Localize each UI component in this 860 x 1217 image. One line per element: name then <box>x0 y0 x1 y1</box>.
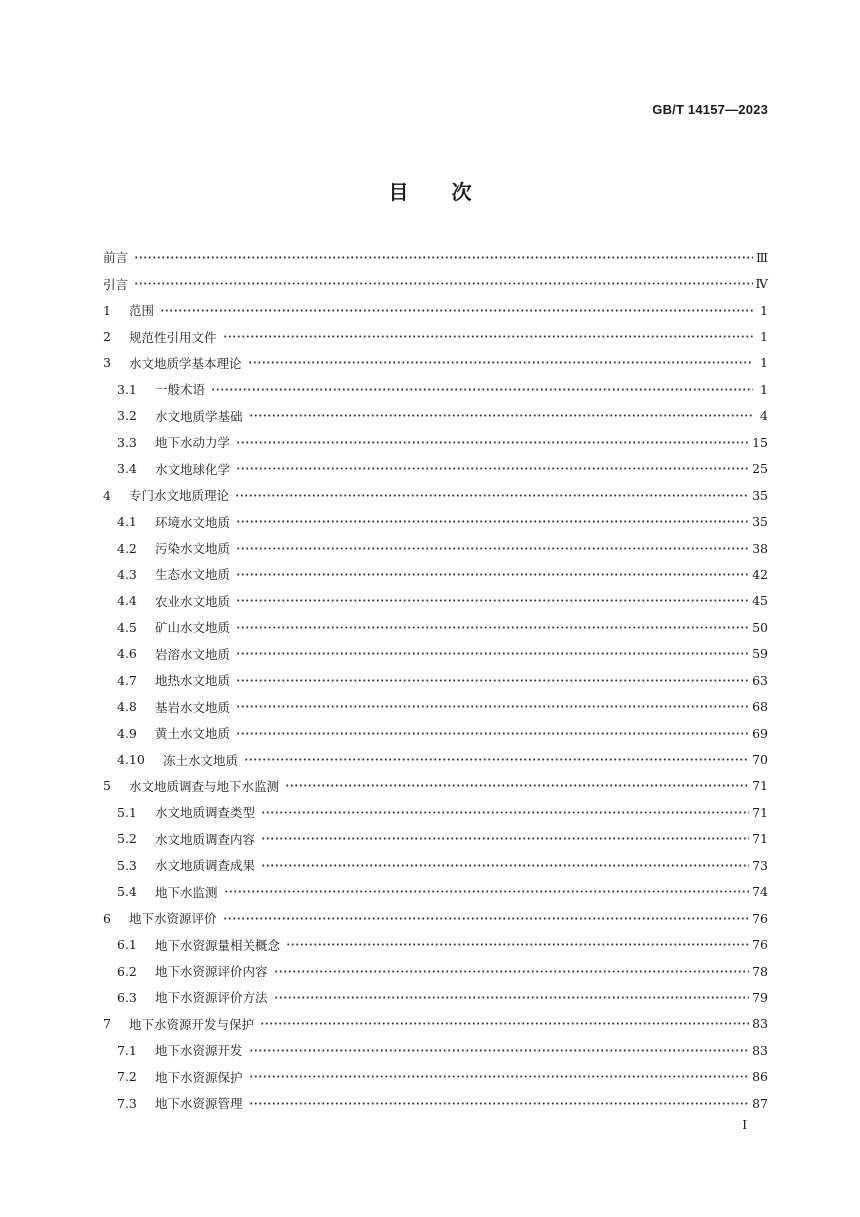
toc-entry[interactable] <box>103 693 768 719</box>
toc-entry-title: 引言 <box>103 276 129 292</box>
toc-entry-number: 3.3 <box>117 434 137 450</box>
dot-leader <box>236 599 749 602</box>
dot-leader <box>274 996 750 999</box>
toc-entry-page: Ⅳ <box>755 276 768 292</box>
toc-entry-title: 水文地质调查类型 <box>155 805 256 821</box>
toc-entry-page: 79 <box>752 989 768 1005</box>
toc-entry-page: 83 <box>752 1042 768 1058</box>
toc-entry-title: 地下水动力学 <box>155 435 231 451</box>
toc-entry-title: 基岩水文地质 <box>155 699 231 715</box>
toc-entry-page: 73 <box>752 857 768 873</box>
toc-entry[interactable] <box>103 456 768 482</box>
dot-leader <box>211 388 753 391</box>
toc-entry-title: 前言 <box>103 250 129 266</box>
toc-entry-number: 7.2 <box>117 1069 137 1085</box>
dot-leader <box>236 732 749 735</box>
toc-entry[interactable] <box>103 297 768 323</box>
dot-leader <box>134 256 753 259</box>
toc-entry-title: 地下水监测 <box>155 884 218 900</box>
toc-entry-number: 4.9 <box>117 725 137 741</box>
toc-entry-number: 4 <box>103 487 111 503</box>
toc-entry-title: 冻土水文地质 <box>163 752 239 768</box>
toc-entry[interactable] <box>103 561 768 587</box>
toc-entry-title: 农业水文地质 <box>155 593 231 609</box>
dot-leader <box>249 414 753 417</box>
toc-entry[interactable] <box>103 1090 768 1116</box>
toc-entry[interactable] <box>103 508 768 534</box>
toc-entry[interactable] <box>103 535 768 561</box>
page-number: I <box>742 1118 747 1132</box>
toc-entry-number: 2 <box>103 329 111 345</box>
toc-entry-title: 岩溶水文地质 <box>155 646 231 662</box>
toc-entry[interactable] <box>103 958 768 984</box>
toc-entry[interactable] <box>103 852 768 878</box>
toc-entry-number: 6.2 <box>117 963 137 979</box>
dot-leader <box>236 520 749 523</box>
dot-leader <box>236 547 749 550</box>
toc-entry[interactable] <box>103 429 768 455</box>
dot-leader <box>236 467 749 470</box>
toc-entry-page: 87 <box>752 1095 768 1111</box>
toc-entry-number: 5.4 <box>117 884 137 900</box>
toc-entry[interactable] <box>103 1064 768 1090</box>
dot-leader <box>236 626 749 629</box>
toc-title: 目 次 <box>388 180 472 204</box>
toc-entry-page: 38 <box>752 540 768 556</box>
toc-entry[interactable] <box>103 879 768 905</box>
toc-entry-page: 42 <box>752 566 768 582</box>
toc-entry-number: 4.8 <box>117 699 137 715</box>
dot-leader <box>274 970 750 973</box>
toc-entry[interactable] <box>103 905 768 931</box>
toc-entry-page: 1 <box>760 355 768 371</box>
standard-code: GB/T 14157—2023 <box>652 102 768 117</box>
toc-entry-number: 3 <box>103 355 111 371</box>
dot-leader <box>223 335 753 338</box>
dot-leader <box>223 917 750 920</box>
toc-entry-title: 矿山水文地质 <box>155 620 231 636</box>
dot-leader <box>261 864 749 867</box>
toc-entry[interactable] <box>103 799 768 825</box>
toc-entry-title: 水文地质学基础 <box>155 408 243 424</box>
toc-entry[interactable] <box>103 323 768 349</box>
toc-entry[interactable] <box>103 270 768 296</box>
toc-entry[interactable] <box>103 1011 768 1037</box>
toc-entry-number: 6.1 <box>117 937 137 953</box>
toc-entry-number: 5.1 <box>117 804 137 820</box>
toc-entry-title: 水文地质调查成果 <box>155 858 256 874</box>
toc-entry-number: 1 <box>103 302 111 318</box>
toc-entry-title: 水文地质学基本理论 <box>129 355 242 371</box>
toc-entry-number: 7 <box>103 1016 111 1032</box>
toc-entry-number: 4.1 <box>117 514 137 530</box>
toc-entry-title: 地下水资源评价 <box>129 911 217 927</box>
dot-leader <box>224 890 750 893</box>
toc-entry-title: 规范性引用文件 <box>129 329 217 345</box>
toc-entry-page: 59 <box>752 646 768 662</box>
toc-entry-number: 4.3 <box>117 566 137 582</box>
toc-entry-number: 7.1 <box>117 1042 137 1058</box>
toc-entry-page: 71 <box>752 804 768 820</box>
toc-entry[interactable] <box>103 614 768 640</box>
toc-entry[interactable] <box>103 350 768 376</box>
toc-entry-page: 45 <box>752 593 768 609</box>
dot-leader <box>160 309 753 312</box>
toc-entry-page: Ⅲ <box>755 249 768 265</box>
dot-leader <box>236 705 749 708</box>
toc-entry-title: 环境水文地质 <box>155 514 231 530</box>
toc-entry-number: 6 <box>103 910 111 926</box>
toc-entry-page: 15 <box>752 434 768 450</box>
toc-entry-number: 3.1 <box>117 381 137 397</box>
toc-entry-number: 4.6 <box>117 646 137 662</box>
toc-entry[interactable] <box>103 403 768 429</box>
toc-entry[interactable] <box>103 826 768 852</box>
toc-entry[interactable] <box>103 641 768 667</box>
toc-entry-title: 范围 <box>129 303 155 319</box>
toc-entry-title: 地下水资源评价方法 <box>155 990 268 1006</box>
toc-entry-page: 35 <box>752 487 768 503</box>
toc-entry-title: 地下水资源保护 <box>155 1069 243 1085</box>
toc-entry-title: 地下水资源管理 <box>155 1096 243 1112</box>
toc-entry-title: 一般术语 <box>155 382 206 398</box>
dot-leader <box>285 784 749 787</box>
toc-entry-page: 83 <box>752 1016 768 1032</box>
toc-entry-page: 69 <box>752 725 768 741</box>
toc-entry-number: 3.4 <box>117 461 137 477</box>
dot-leader <box>249 1075 750 1078</box>
toc-entry[interactable] <box>103 984 768 1010</box>
dot-leader <box>236 679 749 682</box>
toc-entry[interactable] <box>103 244 768 270</box>
toc-entry-title: 水文地质调查内容 <box>155 831 256 847</box>
toc-entry-page: 4 <box>760 408 768 424</box>
toc-entry-page: 74 <box>752 884 768 900</box>
dot-leader <box>244 758 749 761</box>
toc-entry-title: 地下水资源开发 <box>155 1043 243 1059</box>
toc-entry[interactable] <box>103 1037 768 1063</box>
toc-entry-page: 76 <box>752 910 768 926</box>
toc-entry-number: 5.2 <box>117 831 137 847</box>
toc-entry-page: 76 <box>752 937 768 953</box>
toc-entry-title: 地热水文地质 <box>155 673 231 689</box>
toc-entry-number: 4.4 <box>117 593 137 609</box>
toc-entry-number: 4.10 <box>117 752 145 768</box>
toc-entry-title: 黄土水文地质 <box>155 726 231 742</box>
dot-leader <box>248 361 753 364</box>
dot-leader <box>249 1049 750 1052</box>
dot-leader <box>134 282 752 285</box>
toc-entry-number: 6.3 <box>117 989 137 1005</box>
toc-entry-page: 86 <box>752 1069 768 1085</box>
toc-entry-number: 4.2 <box>117 540 137 556</box>
dot-leader <box>249 1102 750 1105</box>
toc-entry-number: 3.2 <box>117 408 137 424</box>
toc-entry-title: 专门水文地质理论 <box>129 488 230 504</box>
dot-leader <box>286 943 749 946</box>
toc-entry-page: 50 <box>752 619 768 635</box>
toc-entry-title: 生态水文地质 <box>155 567 231 583</box>
toc-entry-number: 4.7 <box>117 672 137 688</box>
toc-entry-number: 5.3 <box>117 857 137 873</box>
toc-entry-page: 25 <box>752 461 768 477</box>
dot-leader <box>236 441 749 444</box>
toc-entry-number: 5 <box>103 778 111 794</box>
toc-entry[interactable] <box>103 667 768 693</box>
toc-entry-title: 地下水资源开发与保护 <box>129 1016 255 1032</box>
dot-leader <box>236 573 749 576</box>
toc-list <box>103 244 768 1116</box>
toc-entry[interactable] <box>103 376 768 402</box>
toc-entry[interactable] <box>103 720 768 746</box>
dot-leader <box>236 652 749 655</box>
toc-entry-number: 4.5 <box>117 619 137 635</box>
toc-entry-page: 63 <box>752 672 768 688</box>
toc-entry-page: 70 <box>752 752 768 768</box>
toc-entry-title: 水文地球化学 <box>155 461 231 477</box>
toc-entry-title: 地下水资源评价内容 <box>155 964 268 980</box>
toc-entry[interactable] <box>103 588 768 614</box>
toc-entry-page: 71 <box>752 831 768 847</box>
toc-entry-page: 1 <box>760 329 768 345</box>
toc-entry-page: 71 <box>752 778 768 794</box>
toc-entry-number: 7.3 <box>117 1095 137 1111</box>
toc-entry[interactable] <box>103 773 768 799</box>
toc-entry[interactable] <box>103 931 768 957</box>
dot-leader <box>261 811 749 814</box>
dot-leader <box>261 837 749 840</box>
toc-entry[interactable] <box>103 746 768 772</box>
dot-leader <box>260 1022 749 1025</box>
toc-entry-page: 35 <box>752 514 768 530</box>
dot-leader <box>235 494 749 497</box>
toc-entry-title: 地下水资源量相关概念 <box>155 937 281 953</box>
toc-entry-title: 污染水文地质 <box>155 541 231 557</box>
toc-entry-page: 78 <box>752 963 768 979</box>
toc-entry[interactable] <box>103 482 768 508</box>
toc-entry-page: 1 <box>760 381 768 397</box>
toc-entry-page: 1 <box>760 302 768 318</box>
toc-entry-title: 水文地质调查与地下水监测 <box>129 778 280 794</box>
toc-entry-page: 68 <box>752 699 768 715</box>
